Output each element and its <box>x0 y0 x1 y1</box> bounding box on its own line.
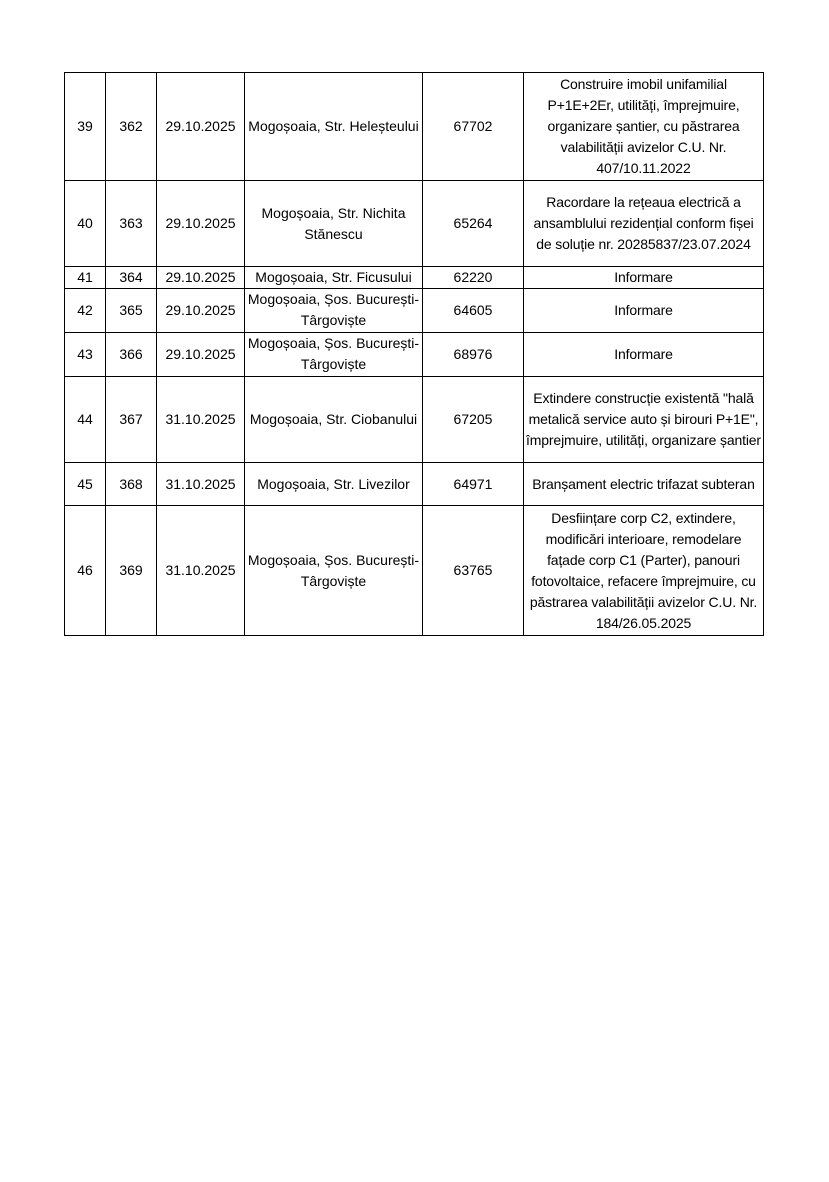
row-number: 46 <box>65 506 106 636</box>
row-number: 42 <box>65 289 106 333</box>
issue-date: 31.10.2025 <box>157 506 245 636</box>
request-object: Informare <box>524 289 764 333</box>
table-row <box>65 73 764 181</box>
row-number: 43 <box>65 333 106 377</box>
table-row <box>65 181 764 267</box>
property-address: Mogoșoaia, Șos. București-Târgoviște <box>245 333 423 377</box>
urbanism-register-table <box>64 72 764 636</box>
table-row <box>65 333 764 377</box>
registration-number: 366 <box>106 333 157 377</box>
registration-number: 363 <box>106 181 157 267</box>
cadastral-number: 67702 <box>423 73 524 181</box>
table-row <box>65 377 764 463</box>
cadastral-number: 63765 <box>423 506 524 636</box>
cadastral-number: 68976 <box>423 333 524 377</box>
table-row <box>65 267 764 289</box>
registration-number: 369 <box>106 506 157 636</box>
row-number: 45 <box>65 463 106 506</box>
row-number: 44 <box>65 377 106 463</box>
table-row <box>65 506 764 636</box>
request-object: Racordare la rețeaua electrică a ansamblului rezidențial conform fișei de soluție nr. 20285837/23.07.2024 <box>524 181 764 267</box>
row-number: 40 <box>65 181 106 267</box>
issue-date: 29.10.2025 <box>157 73 245 181</box>
cadastral-number: 62220 <box>423 267 524 289</box>
request-object: Desființare corp C2, extindere, modificări interioare, remodelare fațade corp C1 (Parter), panouri fotovoltaice, refacere împrejmuire, cu păstrarea valabilității avizelor C.U. Nr. 184/26.05.2025 <box>524 506 764 636</box>
property-address: Mogoșoaia, Str. Ciobanului <box>245 377 423 463</box>
request-object: Informare <box>524 333 764 377</box>
request-object: Extindere construcție existentă "hală metalică service auto și birouri P+1E", împrejmuire, utilități, organizare șantier <box>524 377 764 463</box>
row-number: 39 <box>65 73 106 181</box>
property-address: Mogoșoaia, Str. Ficusului <box>245 267 423 289</box>
issue-date: 29.10.2025 <box>157 333 245 377</box>
issue-date: 29.10.2025 <box>157 181 245 267</box>
property-address: Mogoșoaia, Șos. București-Târgoviște <box>245 289 423 333</box>
cadastral-number: 65264 <box>423 181 524 267</box>
request-object: Informare <box>524 267 764 289</box>
issue-date: 31.10.2025 <box>157 463 245 506</box>
property-address: Mogoșoaia, Str. Heleșteului <box>245 73 423 181</box>
property-address: Mogoșoaia, Str. Nichita Stănescu <box>245 181 423 267</box>
registration-number: 368 <box>106 463 157 506</box>
cadastral-number: 64971 <box>423 463 524 506</box>
row-number: 41 <box>65 267 106 289</box>
issue-date: 31.10.2025 <box>157 377 245 463</box>
issue-date: 29.10.2025 <box>157 289 245 333</box>
table-row <box>65 289 764 333</box>
table-row <box>65 463 764 506</box>
cadastral-number: 67205 <box>423 377 524 463</box>
registration-number: 364 <box>106 267 157 289</box>
registration-number: 365 <box>106 289 157 333</box>
request-object: Branșament electric trifazat subteran <box>524 463 764 506</box>
registration-number: 362 <box>106 73 157 181</box>
cadastral-number: 64605 <box>423 289 524 333</box>
request-object: Construire imobil unifamilial P+1E+2Er, utilități, împrejmuire, organizare șantier, cu păstrarea valabilității avizelor C.U. Nr. 407/10.11.2022 <box>524 73 764 181</box>
registration-number: 367 <box>106 377 157 463</box>
property-address: Mogoșoaia, Șos. București-Târgoviște <box>245 506 423 636</box>
property-address: Mogoșoaia, Str. Livezilor <box>245 463 423 506</box>
issue-date: 29.10.2025 <box>157 267 245 289</box>
